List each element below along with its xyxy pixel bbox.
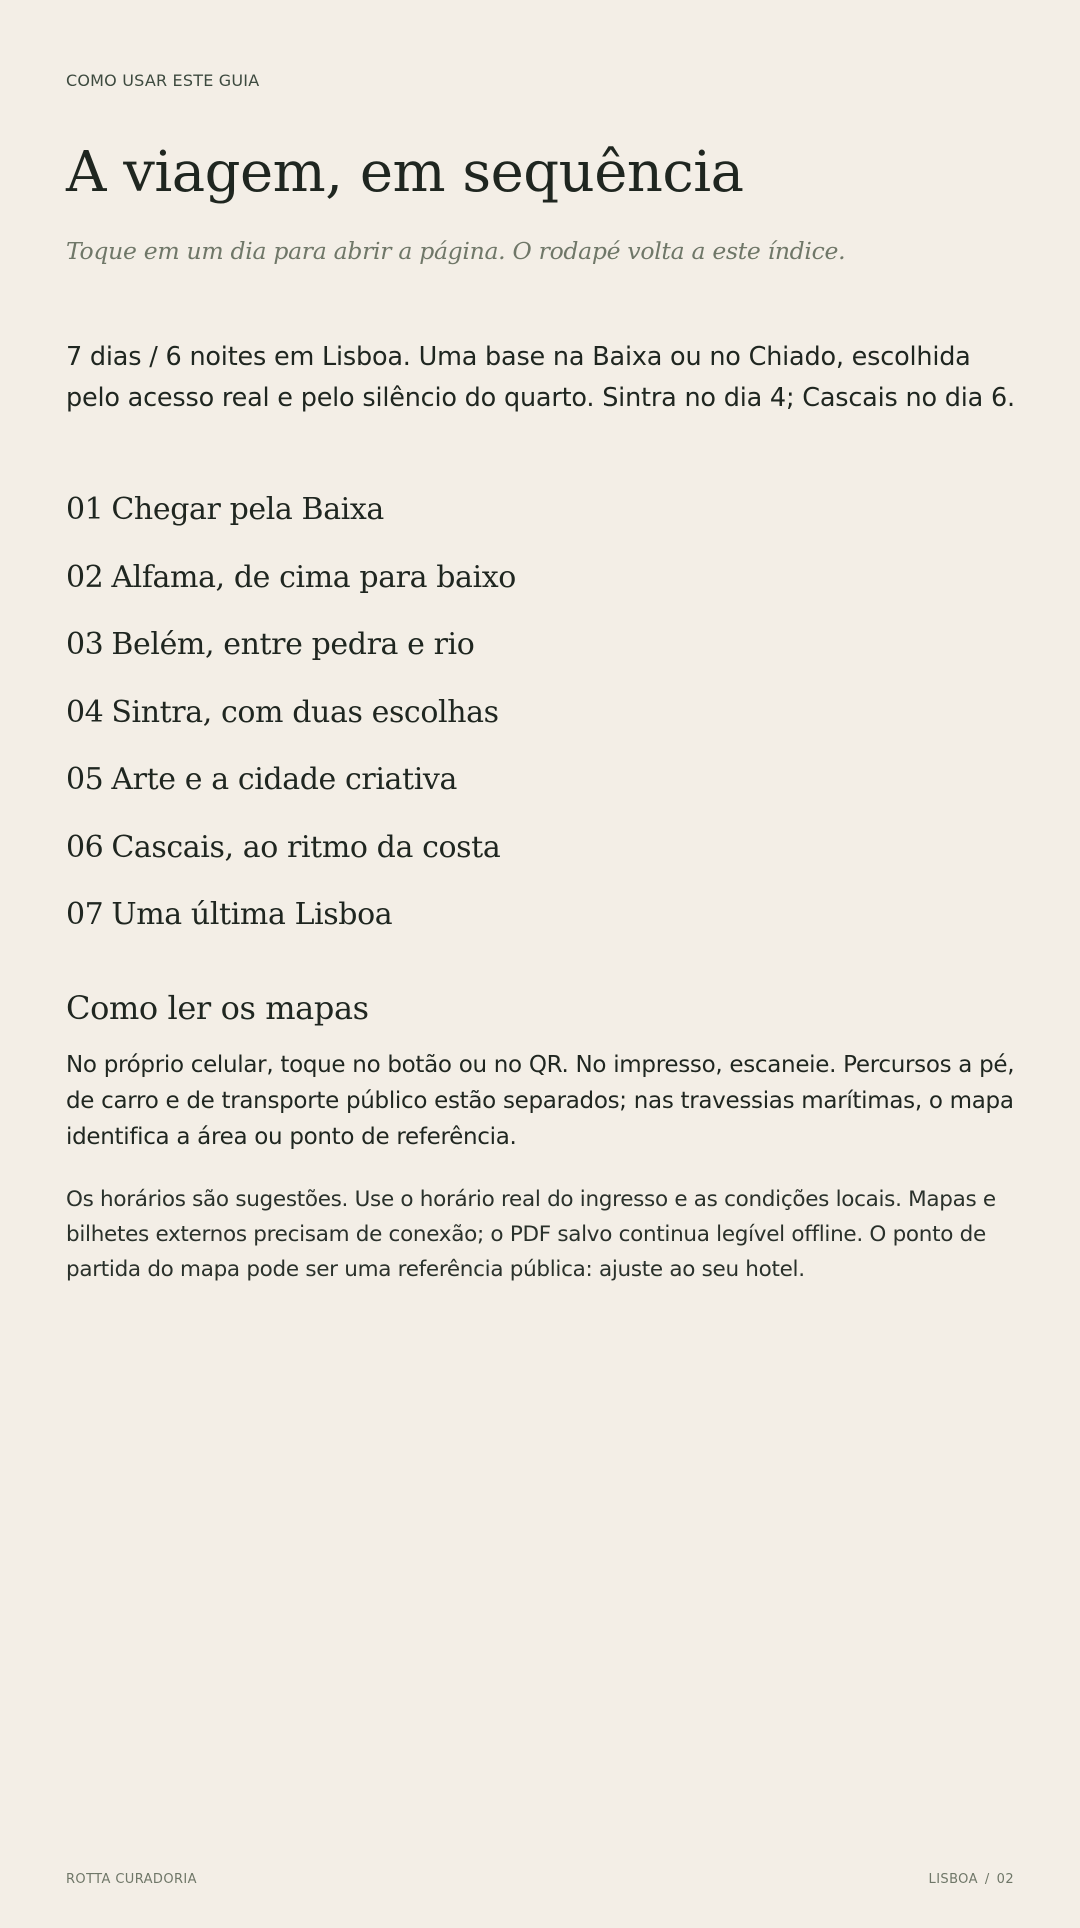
intro-paragraph: 7 dias / 6 noites em Lisboa. Uma base na Baixa ou no Chiado, escolhida pelo acesso real e pelo silêncio do quarto. Sintra no dia 4; Cascais no dia 6. [66,342,1015,413]
day-number: 01 [66,492,104,527]
day-number: 02 [66,559,104,595]
day-link-03[interactable] [66,625,516,693]
eyebrow-label: COMO USAR ESTE GUIA [66,71,260,90]
footer-brand: ROTTA CURADORIA [66,1872,197,1887]
day-link-05[interactable] [66,760,516,828]
day-label: Cascais, ao ritmo da costa [111,829,501,865]
footer-page-number: 02 [996,1872,1014,1887]
day-label: Uma última Lisboa [111,897,393,932]
day-link-01[interactable] [66,490,516,558]
day-link-02[interactable] [66,558,516,626]
maps-paragraph-1: No próprio celular, toque no botão ou no QR. No impresso, escaneie. Percursos a pé, de carro e de transporte público estão separados; nas travessias marítimas, o mapa identifica a área ou ponto de referência. [66,1052,1015,1150]
day-label: Alfama, de cima para baixo [111,559,516,595]
day-label: Belém, entre pedra e rio [111,627,475,662]
day-number: 05 [66,762,104,797]
day-link-04[interactable] [66,693,516,761]
day-label: Sintra, com duas escolhas [111,694,499,730]
maps-paragraph-2: Os horários são sugestões. Use o horário real do ingresso e as condições locais. Mapas e bilhetes externos precisam de conexão; o PDF salvo continua legível offline. O ponto de partida do mapa pode ser uma referência pública: ajuste ao seu hotel. [66,1187,996,1282]
day-link-06[interactable] [66,828,516,896]
day-link-07[interactable] [66,895,516,963]
footer-city: LISBOA [928,1872,978,1887]
day-number: 03 [66,627,104,662]
footer-page-indicator[interactable] [929,1872,1014,1887]
day-index-list [66,490,516,963]
day-number: 04 [66,694,104,730]
day-number: 07 [66,897,104,932]
day-number: 06 [66,829,104,865]
page-subtitle: Toque em um dia para abrir a página. O rodapé volta a este índice. [66,237,846,265]
footer-separator: / [984,1872,990,1887]
maps-section-title: Como ler os mapas [66,989,369,1027]
day-label: Arte e a cidade criativa [111,762,457,797]
page-title: A viagem, em sequência [66,140,744,205]
day-label: Chegar pela Baixa [111,492,384,527]
